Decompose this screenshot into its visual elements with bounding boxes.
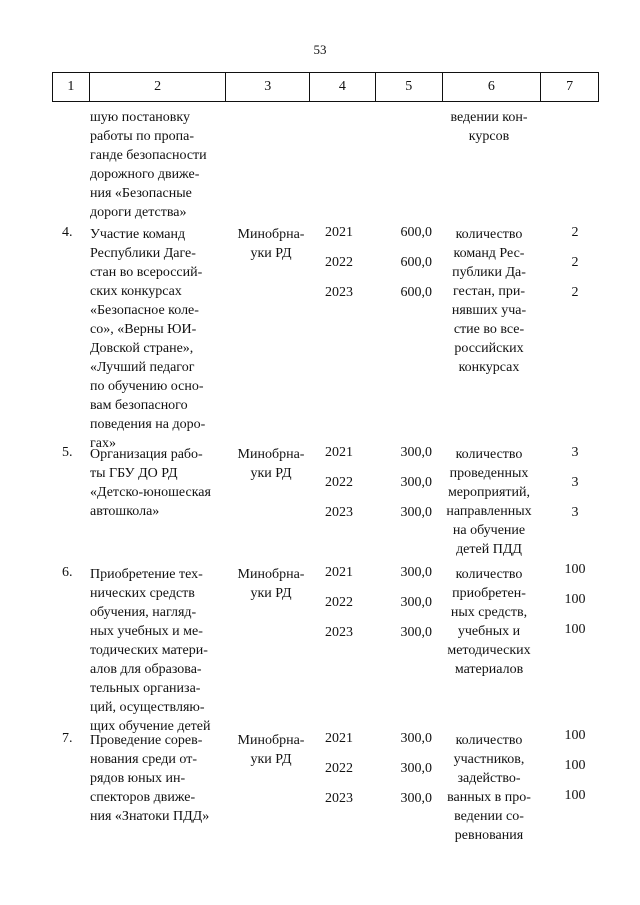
executor-line: Минобрна- [237,733,305,748]
header-col-6: 6 [443,73,542,101]
row-number: 4. [62,225,73,240]
continued-item-name-line: дорожного движе- [90,167,200,182]
indicator-value: 100 [564,622,586,637]
measure-name-line: «Лучший педагог [90,360,195,375]
indicator-line: на обучение [452,523,526,538]
measure-name-line: по обучению осно- [90,379,204,394]
funding-amount: 600,0 [400,225,432,240]
funding-amount: 300,0 [400,761,432,776]
indicator-line: участников, [453,752,525,767]
year: 2022 [325,255,353,270]
indicator-line: методических [447,643,531,658]
indicator-line: количество [455,567,523,582]
executor [232,445,310,483]
measure-name-line: вам безопасного [90,398,188,413]
funding-amount: 300,0 [400,595,432,610]
indicator-line: публики Да- [452,265,526,280]
measure-name-line: стан во всероссий- [90,265,203,280]
indicator-line: количество [455,227,523,242]
measure-name-line: нических средств [90,586,195,601]
year: 2023 [325,625,353,640]
year: 2021 [325,445,353,460]
indicator-line: мероприятий, [447,485,531,500]
measure-name-line: обучения, нагляд- [90,605,197,620]
indicator-value: 2 [571,285,579,300]
indicator-line: конкурсах [458,360,520,375]
indicator-value: 3 [571,475,579,490]
measure-name-line: со», «Верны ЮИ- [90,322,197,337]
measure-name-line: Организация рабо- [90,447,203,462]
indicator-value: 100 [564,562,586,577]
row-number: 7. [62,731,73,746]
measure-name-line: Приобретение тех- [90,567,203,582]
indicator-value: 2 [571,225,579,240]
measure-name-line: Довской стране», [90,341,194,356]
executor-line: уки РД [250,586,292,601]
header-col-5: 5 [376,73,443,101]
year: 2023 [325,285,353,300]
indicator-line: нявших уча- [451,303,527,318]
indicator-value: 100 [564,728,586,743]
measure-name-line: тельных организа- [90,681,201,696]
measure-name-line: Республики Даге- [90,246,196,261]
measure-name-line: алов для образова- [90,662,202,677]
header-col-7: 7 [566,79,574,94]
indicator-line: количество [455,447,523,462]
row-number: 6. [62,565,73,580]
measure-name-line: ния «Знатоки ПДД» [90,809,210,824]
year: 2021 [325,225,353,240]
measure-name-line: «Детско-юношеская [90,485,211,500]
continued-item-name [90,108,223,222]
indicator-line: направленных [446,504,532,519]
header-col-4: 4 [310,73,376,101]
measure-name-line: тодических матери- [90,643,208,658]
indicator-value: 100 [564,592,586,607]
continued-item-name-line: работы по пропа- [90,129,195,144]
year: 2023 [325,791,353,806]
executor [232,225,310,263]
year: 2023 [325,505,353,520]
continued-item-indicator-line: курсов [468,129,510,144]
measure-name-line: Проведение сорев- [90,733,203,748]
funding-amount: 300,0 [400,505,432,520]
measure-name-line: ных учебных и ме- [90,624,203,639]
measure-name-line: ских конкурсах [90,284,182,299]
funding-amount: 300,0 [400,625,432,640]
continued-item-name-line: шую постановку [90,110,191,125]
indicator-line: количество [455,733,523,748]
indicator-line: приобретен- [452,586,526,601]
executor-line: уки РД [250,246,292,261]
indicator-line: материалов [454,662,524,677]
funding-amount: 300,0 [400,791,432,806]
continued-item-indicator [440,108,538,146]
header-col-3: 3 [226,73,310,101]
measure-name-line: щих обучение детей [90,719,211,734]
measure-name-line: ций, осуществляю- [90,700,205,715]
indicator-line: стие во все- [453,322,525,337]
continued-item-name-line: ния «Безопасные [90,186,192,201]
measure-name [90,225,223,453]
indicator-line: российских [454,341,524,356]
measure-name-line: поведения на доро- [90,417,206,432]
measure-name [90,731,223,826]
continued-item-name-line: ганде безопасности [90,148,207,163]
measure-name [90,445,223,521]
year: 2022 [325,761,353,776]
funding-amount: 300,0 [400,565,432,580]
indicator-value: 3 [571,505,579,520]
indicator-line: задейство- [457,771,521,786]
indicator-line: проведенных [449,466,529,481]
measure-name-line: Участие команд [90,227,186,242]
year: 2022 [325,475,353,490]
funding-amount: 300,0 [400,731,432,746]
indicator-line: команд Рес- [453,246,525,261]
indicator [440,225,538,377]
executor-line: Минобрна- [237,227,305,242]
indicator-value: 2 [571,255,579,270]
indicator-value: 100 [564,788,586,803]
indicator-value: 100 [564,758,586,773]
indicator-value: 3 [571,445,579,460]
executor [232,565,310,603]
indicator-line: детей ПДД [456,542,522,557]
funding-amount: 600,0 [400,285,432,300]
measure-name-line: «Безопасное коле- [90,303,199,318]
measure-name-line: спекторов движе- [90,790,196,805]
continued-item-name-line: дороги детства» [90,205,187,220]
executor-line: Минобрна- [237,447,305,462]
year: 2022 [325,595,353,610]
executor-line: уки РД [250,466,292,481]
row-number: 5. [62,445,73,460]
measure-name-line: гах» [90,436,116,451]
executor-line: Минобрна- [237,567,305,582]
page-number: 53 [313,42,327,57]
indicator [440,445,538,559]
measure-name-line: ты ГБУ ДО РД [90,466,178,481]
year: 2021 [325,565,353,580]
header-col-1: 1 [53,73,90,101]
indicator [440,731,538,845]
year: 2021 [325,731,353,746]
header-col-2: 2 [90,73,227,101]
executor [232,731,310,769]
indicator-line: ванных в про- [447,790,531,805]
indicator-line: учебных и [457,624,521,639]
funding-amount: 300,0 [400,445,432,460]
indicator-line: гестан, при- [453,284,525,299]
measure-name-line: автошкола» [90,504,160,519]
table-header [52,72,599,102]
continued-item-indicator-line: ведении кон- [450,110,528,125]
funding-amount: 300,0 [400,475,432,490]
indicator-line: ных средств, [450,605,528,620]
funding-amount: 600,0 [400,255,432,270]
measure-name-line: нования среди от- [90,752,198,767]
measure-name [90,565,223,736]
indicator-line: ведении со- [454,809,524,824]
executor-line: уки РД [250,752,292,767]
indicator [440,565,538,679]
indicator-line: ревнования [454,828,524,843]
measure-name-line: рядов юных ин- [90,771,186,786]
